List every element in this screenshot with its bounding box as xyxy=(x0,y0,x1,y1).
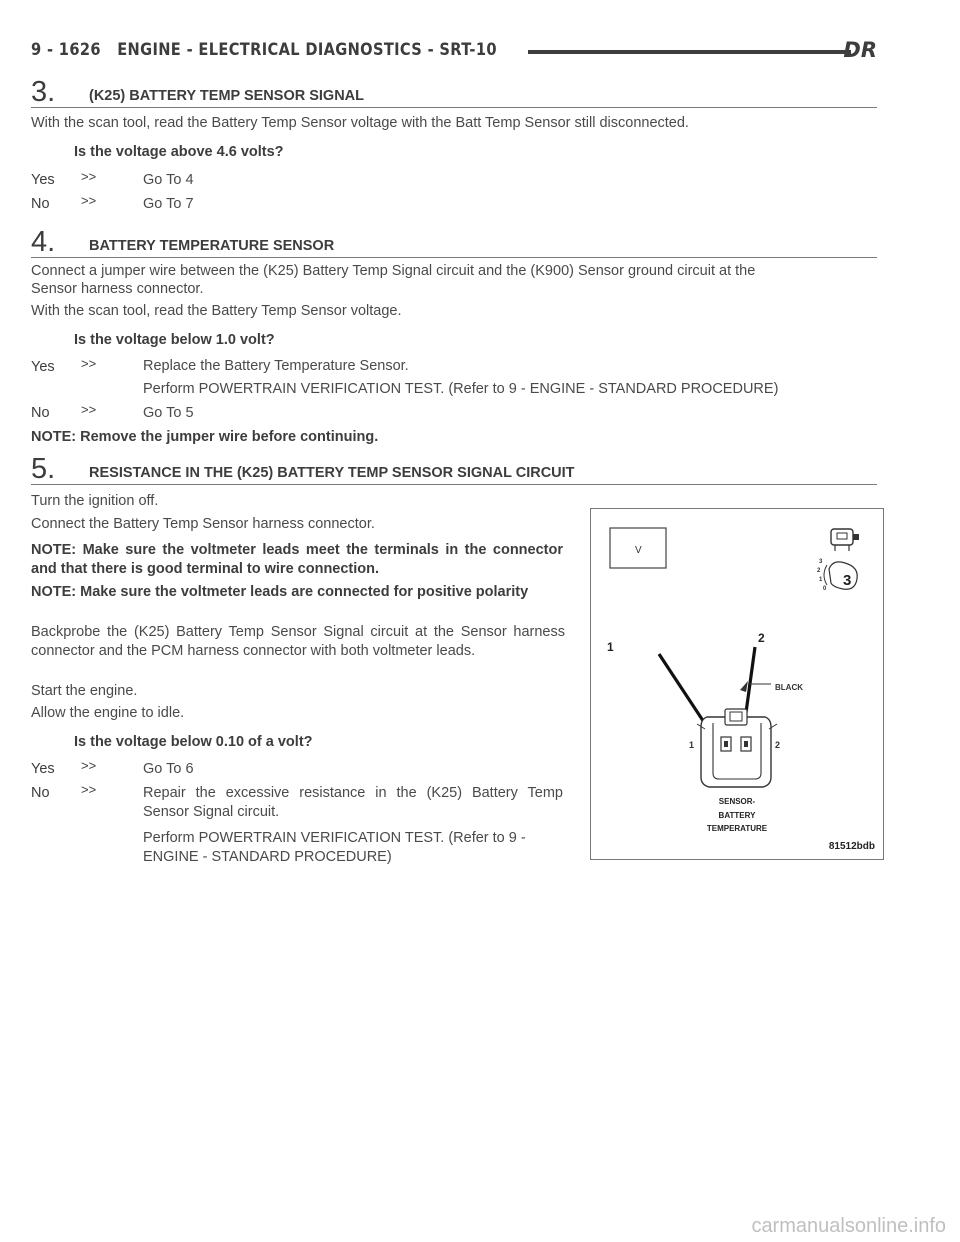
answer-arrow: >> xyxy=(81,782,97,797)
step-5-instruction-4: Start the engine. xyxy=(31,683,138,699)
callout-2: 2 xyxy=(758,631,765,645)
step-number: 4. xyxy=(31,226,56,258)
header-section-code: DR xyxy=(843,38,877,62)
step-5-question: Is the voltage below 0.10 of a volt? xyxy=(74,734,313,750)
step-5-no-action-1: Repair the excessive resistance in the (K25) Battery Temp Sensor Signal circuit. xyxy=(143,785,563,820)
step-4-no-label: No >> xyxy=(31,402,97,421)
step-3-yes-action: Go To 4 xyxy=(143,172,194,188)
page-header xyxy=(31,40,881,66)
step-4-heading xyxy=(31,226,877,258)
answer-arrow: >> xyxy=(81,193,97,208)
step-5-note-1: NOTE: Make sure the voltmeter leads meet the terminals in the connector and that there is good terminal to wire connection. xyxy=(31,542,563,577)
step-5-note-2: NOTE: Make sure the voltmeter leads are connected for positive polarity xyxy=(31,584,529,600)
voltmeter-label: V xyxy=(635,545,642,556)
step-3-no-label: No >> xyxy=(31,193,97,212)
caption-line-2: BATTERY xyxy=(718,811,756,820)
step-number: 3. xyxy=(31,76,56,108)
watermark: carmanualsonline.info xyxy=(751,1215,946,1237)
step-4-instruction-1: Connect a jumper wire between the (K25) Battery Temp Signal circuit and the (K900) Sensor ground circuit at the xyxy=(31,263,756,279)
scale-mark: 1 xyxy=(819,577,823,583)
step-4-instruction-2: Sensor harness connector. xyxy=(31,281,204,297)
step-number: 5. xyxy=(31,453,56,485)
step-5-heading xyxy=(31,453,877,485)
connector-icon xyxy=(831,529,859,551)
step-5-yes-label: Yes >> xyxy=(31,758,97,777)
callout-3: 3 xyxy=(843,572,852,589)
caption-line-1: SENSOR- xyxy=(718,797,756,806)
step-3-instruction: With the scan tool, read the Battery Temp Sensor voltage with the Batt Temp Sensor still disconnected. xyxy=(31,115,689,131)
answer-arrow: >> xyxy=(81,758,97,773)
answer-arrow: >> xyxy=(81,402,97,417)
step-4-no-action: Go To 5 xyxy=(143,405,194,421)
step-5-yes-action: Go To 6 xyxy=(143,761,194,777)
callout-1: 1 xyxy=(607,640,614,654)
header-rule xyxy=(528,50,851,54)
step-3-yes-label: Yes >> xyxy=(31,169,97,188)
black-leader-arrow xyxy=(740,681,748,692)
step-3-heading xyxy=(31,76,877,108)
step-title: BATTERY TEMPERATURE SENSOR xyxy=(89,238,335,254)
scale-mark: 3 xyxy=(819,559,823,565)
figure-id: 81512bdb xyxy=(828,841,875,852)
step-5-no-label: No >> xyxy=(31,782,97,801)
step-4-yes-action-2: Perform POWERTRAIN VERIFICATION TEST. (Refer to 9 - ENGINE - STANDARD PROCEDURE) xyxy=(143,381,779,397)
step-3-no-action: Go To 7 xyxy=(143,196,194,212)
wire-color-label: BLACK xyxy=(775,683,803,692)
meter-dial-icon xyxy=(824,562,857,589)
step-4-note: NOTE: Remove the jumper wire before continuing. xyxy=(31,429,379,445)
step-4-yes-label: Yes >> xyxy=(31,356,97,375)
step-title: RESISTANCE IN THE (K25) BATTERY TEMP SENSOR SIGNAL CIRCUIT xyxy=(89,465,575,481)
step-5-instruction-5: Allow the engine to idle. xyxy=(31,705,185,721)
scale-mark: 0 xyxy=(823,586,827,592)
answer-arrow: >> xyxy=(81,169,97,184)
step-5-instruction-3: Backprobe the (K25) Battery Temp Sensor Signal circuit at the Sensor harness connector and the PCM harness connector with both voltmeter leads. xyxy=(31,624,565,659)
step-5-instruction-1: Turn the ignition off. xyxy=(31,493,159,509)
step-title: (K25) BATTERY TEMP SENSOR SIGNAL xyxy=(89,88,364,104)
step-4-instruction-3: With the scan tool, read the Battery Temp Sensor voltage. xyxy=(31,303,402,319)
step-3-question: Is the voltage above 4.6 volts? xyxy=(74,144,284,160)
scale-mark: 2 xyxy=(817,568,821,574)
pin-label: 1 xyxy=(689,740,695,750)
step-5-no-action-2: Perform POWERTRAIN VERIFICATION TEST. (Refer to 9 - ENGINE - STANDARD PROCEDURE) xyxy=(143,830,526,865)
pin-label: 2 xyxy=(775,740,781,750)
sensor-connector xyxy=(697,709,777,787)
header-title: 9 - 1626 ENGINE - ELECTRICAL DIAGNOSTICS - SRT-10 xyxy=(31,40,497,60)
figure-drawing xyxy=(591,509,883,859)
step-5-instruction-2: Connect the Battery Temp Sensor harness connector. xyxy=(31,516,375,532)
answer-arrow: >> xyxy=(81,356,97,371)
wiring-figure xyxy=(590,508,884,860)
caption-line-3: TEMPERATURE xyxy=(706,824,768,833)
step-4-yes-action-1: Replace the Battery Temperature Sensor. xyxy=(143,358,409,374)
step-4-question: Is the voltage below 1.0 volt? xyxy=(74,332,275,348)
